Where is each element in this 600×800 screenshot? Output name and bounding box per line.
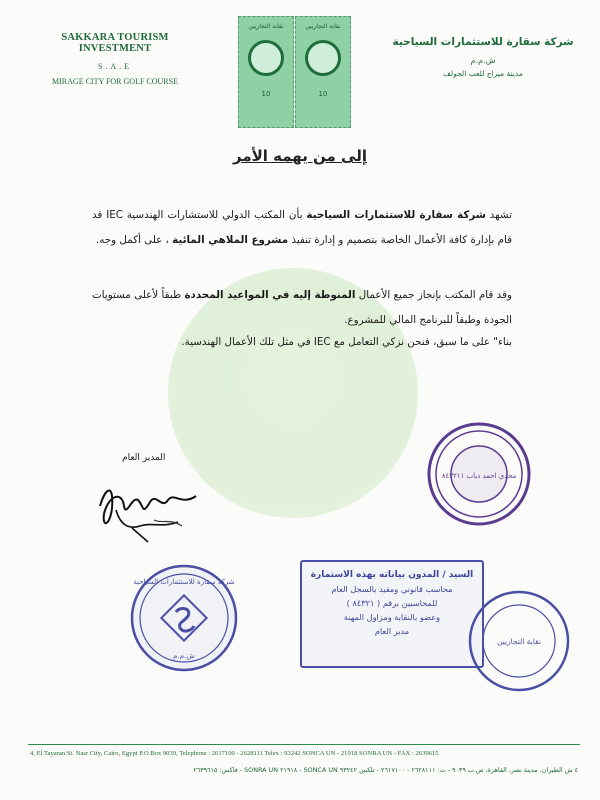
text-run: بأن المكتب الدولي للاستشارات الهندسية IEC قد قام بإدارة كافة الأعمال الخاصة بتصميم و إدارة تنفيذ — [92, 209, 512, 246]
stamp-line: وعضو بالنقابة ومزاول المهنة — [343, 612, 441, 622]
revenue-stamp-emblem — [248, 40, 284, 76]
syndicate-round-stamp — [466, 588, 572, 694]
stamp-line: للمحاسبين برقم ( ٨٤٣٢١ ) — [346, 598, 438, 608]
footer-divider — [28, 744, 580, 745]
text-run-bold: شركة سقارة للاستثمارات السياحية — [306, 209, 486, 221]
certification-stamp — [300, 560, 484, 668]
revenue-stamps — [238, 16, 350, 128]
text-run-bold: مشروع الملاهي المائية — [172, 234, 289, 246]
general-manager-title: المدير العام — [122, 453, 166, 463]
revenue-stamp-label: نقابة التجاريين — [248, 23, 284, 30]
company-type-ar: ش.م.م — [470, 56, 496, 65]
text-run: ، على أكمل وجه. — [95, 234, 173, 246]
project-name-en: MIRAGE CITY FOR GOLF COURSE — [52, 77, 178, 86]
handwritten-signature — [92, 466, 202, 546]
text-run: وقد قام المكتب بإنجاز جميع الأعمال — [355, 289, 512, 301]
stamp-line: مدير العام — [374, 626, 410, 636]
revenue-stamp-emblem — [305, 40, 341, 76]
body-paragraph-2 — [92, 283, 512, 333]
revenue-stamp-value: 10 — [318, 90, 328, 98]
revenue-stamp-value: 10 — [261, 90, 271, 98]
company-name-ar: شركة سقارة للاستثمارات السياحية — [392, 36, 574, 48]
text-run: تشهد — [485, 209, 512, 221]
purple-stamp-text: مجدي احمد دياب ٨٤٣٢١١ — [441, 472, 517, 480]
company-type-en: S.A.E — [97, 62, 133, 71]
letterhead-arabic — [388, 36, 578, 78]
footer-address-ar: ٤ ش الطيران، مدينة نصر، القاهرة، ص.ب ٩٠٣٩ - ت: ٢٦٢٨١١١ - ٢٦١٧١٠٠ - تلكس ٩٣٢٤٢ SONCA UN - ٢١٩١٨ SONRA UN - فاكس: ٢٦٣٩٦١٥ — [193, 766, 578, 774]
company-stamp-sub: ش.م.م — [173, 652, 195, 660]
text-run-bold: المنوطة إليه في المواعيد المحددة — [184, 289, 356, 301]
revenue-stamp — [295, 16, 351, 128]
revenue-stamp — [238, 16, 294, 128]
revenue-stamp-label: نقابة التجاريين — [305, 23, 341, 30]
purple-official-stamp — [425, 420, 533, 528]
syndicate-stamp-text: نقابة التجاريين — [496, 637, 542, 646]
footer-address-en: 4, El Tayaran St. Nasr City, Cairo, Egypt P.O.Box 9039, Telephone : 2617100 - 2628111 Telex : 93242 SONCA UN - 21918 SONRA UN - FAX : 2639615 — [30, 750, 439, 757]
text-run: طبقاً لأعلى مستويات الجودة وطبقاً للبرنامج المالي للمشروع. — [92, 289, 512, 326]
body-paragraph-3: بناء" على ما سبق، فنحن نزكي التعامل مع IEC في مثل تلك الأعمال الهندسية. — [181, 336, 512, 348]
letter-subject: إلى من يهمه الأمر — [232, 147, 368, 165]
body-paragraph-1 — [92, 203, 512, 253]
project-name-ar: مدينة ميراج للعب الجولف — [443, 69, 523, 78]
letterhead-english — [30, 32, 200, 86]
company-round-stamp — [128, 562, 240, 674]
stamp-line: محاسب قانوني ومقيد بالسجل العام — [331, 584, 453, 594]
company-name-en: SAKKARA TOURISM INVESTMENT — [61, 32, 169, 54]
stamp-line: السيد / المدون بياناته بهذه الاستمارة — [310, 570, 474, 580]
company-stamp-text: شركة سقارة للاستثمارات السياحية — [133, 578, 235, 586]
